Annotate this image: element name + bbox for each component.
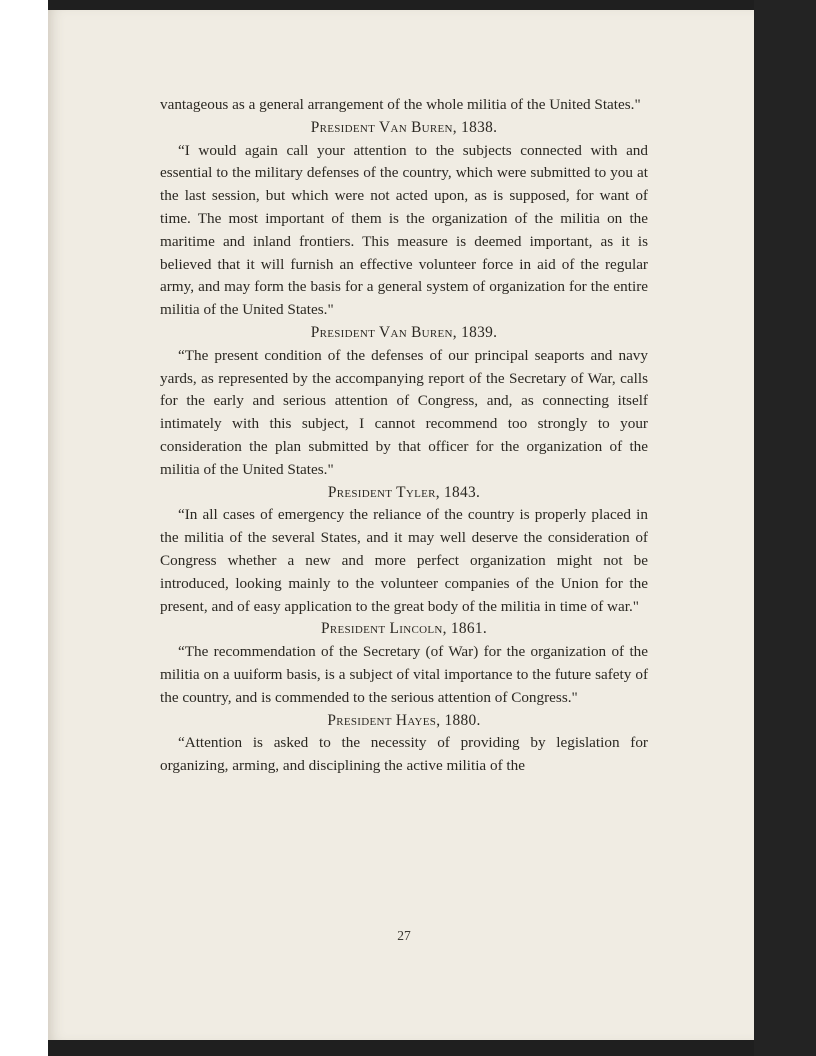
page-number: 27 bbox=[397, 928, 411, 943]
attribution-line: President Van Buren, 1838. bbox=[310, 118, 498, 136]
attribution-line: President Van Buren, 1839. bbox=[310, 323, 498, 341]
body-paragraph: “In all cases of emergency the reliance of the country is properly placed in the militia of the several States, and it may well deserve the consideration of Congress whether a new and more perfect organization might not be introduced, looking mainly to the volunteer companies of the Union for the present, and of easy application to the great body of the militia in time of war." bbox=[160, 506, 648, 615]
body-paragraph: “The recommendation of the Secretary (of War) for the organization of the militia on a uuiform basis, is a subject of vital importance to the future safety of the country, and is commended to the serious attention of Congress." bbox=[160, 643, 648, 706]
scan-right-margin bbox=[754, 0, 816, 1056]
body-paragraph: vantageous as a general arrangement of the whole militia of the United States." bbox=[160, 96, 641, 113]
body-paragraph: “I would again call your attention to the subjects connected with and essential to the military defenses of the country, which were submitted to you at the last session, but which were not acted upon, as is supposed, for want of time. The most important of them is the organization of the militia on the maritime and inland frontiers. This measure is deemed important, as it is believed that it will furnish an effective volunteer force in aid of the regular army, and may form the basis for a general system of organization for the entire militia of the United States." bbox=[160, 141, 648, 319]
scan-left-margin bbox=[0, 0, 48, 1056]
attribution-line: President Tyler, 1843. bbox=[327, 483, 481, 501]
body-paragraph: “Attention is asked to the necessity of providing by legislation for organizing, arming, and disciplining the active militia of the bbox=[160, 734, 648, 775]
page-body bbox=[160, 94, 648, 778]
body-paragraph: “The present condition of the defenses of our principal seaports and navy yards, as represented by the accompanying report of the Secretary of War, calls for the early and serious attention of Congress, and, as connecting itself intimately with this subject, I cannot recommend too strongly to your consideration the plan submitted by that officer for the organization of the militia of the United States." bbox=[160, 346, 648, 478]
attribution-line: President Hayes, 1880. bbox=[327, 711, 481, 729]
attribution-line: President Lincoln, 1861. bbox=[320, 620, 488, 638]
